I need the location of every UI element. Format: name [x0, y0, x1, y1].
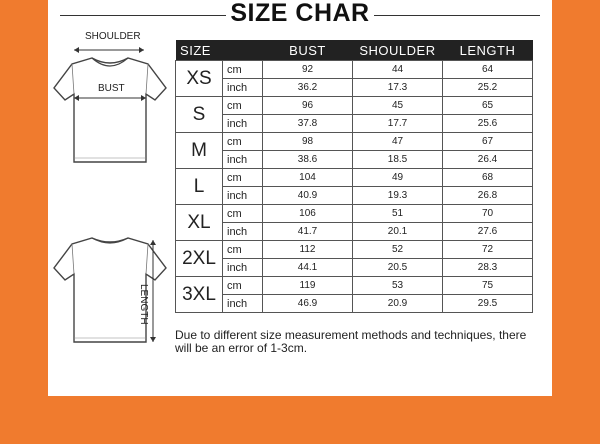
bust-value: 44.1: [263, 259, 353, 277]
length-value: 67: [443, 133, 533, 151]
table-row: [176, 79, 533, 97]
shoulder-label: SHOULDER: [85, 31, 141, 42]
header-shoulder: SHOULDER: [353, 40, 443, 61]
shoulder-value: 49: [353, 169, 443, 187]
length-value: 26.4: [443, 151, 533, 169]
size-label: L: [176, 169, 223, 205]
unit-label: inch: [223, 79, 263, 97]
unit-label: cm: [223, 169, 263, 187]
bust-value: 112: [263, 241, 353, 259]
size-label: 3XL: [176, 277, 223, 313]
table-row: [176, 277, 533, 295]
title-row: [60, 0, 540, 30]
measurement-note: Due to different size measurement methods and techniques, there will be an error of 1-3cm.: [175, 328, 527, 355]
unit-label: inch: [223, 295, 263, 313]
bust-value: 106: [263, 205, 353, 223]
shoulder-value: 47: [353, 133, 443, 151]
length-value: 70: [443, 205, 533, 223]
length-value: 29.5: [443, 295, 533, 313]
shoulder-value: 44: [353, 61, 443, 79]
shoulder-value: 20.9: [353, 295, 443, 313]
table-row: [176, 61, 533, 79]
shoulder-value: 45: [353, 97, 443, 115]
size-label: S: [176, 97, 223, 133]
table-row: [176, 241, 533, 259]
table-row: [176, 295, 533, 313]
header-bust: BUST: [263, 40, 353, 61]
shoulder-value: 19.3: [353, 187, 443, 205]
bust-value: 104: [263, 169, 353, 187]
unit-label: inch: [223, 115, 263, 133]
bust-value: 98: [263, 133, 353, 151]
length-value: 25.2: [443, 79, 533, 97]
table-row: [176, 115, 533, 133]
length-value: 68: [443, 169, 533, 187]
size-label: XL: [176, 205, 223, 241]
bust-value: 96: [263, 97, 353, 115]
length-value: 25.6: [443, 115, 533, 133]
bust-value: 92: [263, 61, 353, 79]
unit-label: inch: [223, 223, 263, 241]
shoulder-value: 51: [353, 205, 443, 223]
shoulder-value: 18.5: [353, 151, 443, 169]
unit-label: cm: [223, 277, 263, 295]
length-value: 27.6: [443, 223, 533, 241]
bust-value: 41.7: [263, 223, 353, 241]
length-value: 28.3: [443, 259, 533, 277]
length-value: 64: [443, 61, 533, 79]
unit-label: cm: [223, 61, 263, 79]
table-header-row: [176, 40, 533, 61]
unit-label: cm: [223, 205, 263, 223]
header-length: LENGTH: [443, 40, 533, 61]
size-label: 2XL: [176, 241, 223, 277]
bust-value: 38.6: [263, 151, 353, 169]
unit-label: cm: [223, 97, 263, 115]
bust-value: 37.8: [263, 115, 353, 133]
table-row: [176, 151, 533, 169]
length-value: 75: [443, 277, 533, 295]
unit-label: inch: [223, 151, 263, 169]
size-table: [175, 40, 533, 313]
header-size: SIZE: [176, 40, 216, 61]
size-label: XS: [176, 61, 223, 97]
unit-label: inch: [223, 187, 263, 205]
bust-value: 46.9: [263, 295, 353, 313]
table-row: [176, 205, 533, 223]
length-value: 65: [443, 97, 533, 115]
table-row: [176, 223, 533, 241]
shoulder-value: 17.3: [353, 79, 443, 97]
table-row: [176, 169, 533, 187]
bust-label: BUST: [98, 83, 125, 94]
page-title: SIZE CHAR: [226, 0, 373, 27]
bust-value: 119: [263, 277, 353, 295]
unit-label: cm: [223, 133, 263, 151]
shoulder-value: 20.5: [353, 259, 443, 277]
table-row: [176, 97, 533, 115]
size-label: M: [176, 133, 223, 169]
tshirt-back-diagram: [52, 232, 168, 352]
bust-value: 36.2: [263, 79, 353, 97]
length-value: 26.8: [443, 187, 533, 205]
shoulder-value: 20.1: [353, 223, 443, 241]
table-row: [176, 259, 533, 277]
shoulder-value: 52: [353, 241, 443, 259]
table-row: [176, 133, 533, 151]
shoulder-value: 17.7: [353, 115, 443, 133]
table-row: [176, 187, 533, 205]
tshirt-front-diagram: [52, 44, 168, 169]
unit-label: inch: [223, 259, 263, 277]
bust-value: 40.9: [263, 187, 353, 205]
unit-label: cm: [223, 241, 263, 259]
length-value: 72: [443, 241, 533, 259]
length-label: LENGTH: [138, 284, 149, 325]
shoulder-value: 53: [353, 277, 443, 295]
